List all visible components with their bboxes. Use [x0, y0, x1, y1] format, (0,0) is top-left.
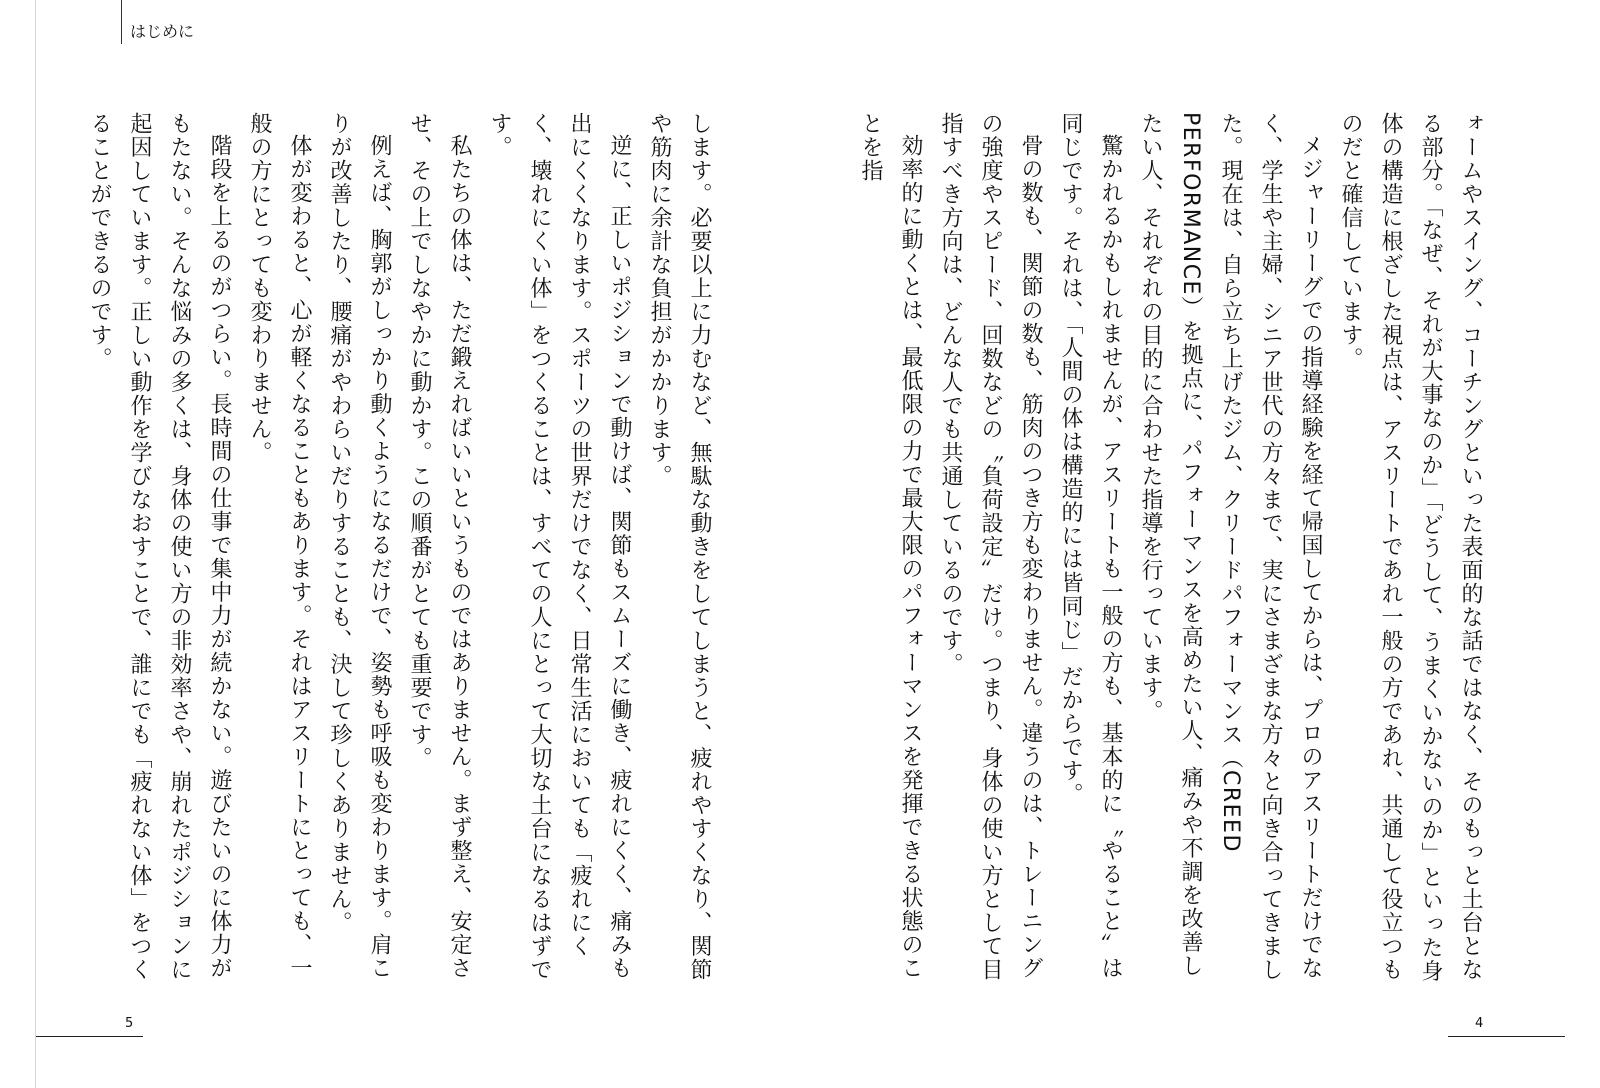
paragraph: メジャーリーグでの指導経験を経て帰国してからは、プロのアスリートだけでなく、学生や主婦、シニア世代の方々まで、実にさまざまな方々と向き合ってきました。現在は、自ら立ち上げたジム、クリードパフォーマンス（CREED PERFORMANCE）を拠点に、パフォーマンスを高めたい人、痛みや不調を改善したい人、それぞれの目的に合わせた指導を行っています。 [1138, 112, 1323, 982]
paragraph: ォームやスイング、コーチングといった表面的な話ではなく、そのもっと土台となる部分。「なぜ、それが大事なのか」「どうして、うまくいかないのか」といった身体の構造に根ざした視点は、アスリートであれ一般の方であれ、共通して役立つものだと確信しています。 [1338, 112, 1483, 983]
page-edge-line [35, 0, 36, 1088]
paragraph: します。必要以上に力むなど、無駄な動きをしてしまうと、疲れやすくなり、関節や筋肉に余計な負担がかかります。 [647, 112, 712, 982]
running-head-title: はじめに [130, 22, 195, 41]
paragraph: 例えば、胸郭がしっかり動くようになるだけで、姿勢も呼吸も変わります。肩こりが改善したり、腰痛がやわらいだりすることも、決して珍しくありません。 [327, 112, 392, 980]
page-number-right: 4 [1475, 1016, 1484, 1031]
page-number-left: 5 [125, 1016, 134, 1031]
paragraph: 効率的に動くとは、最低限の力で最大限のパフォーマンスを発揮できる状態のことを指 [858, 112, 923, 980]
running-head [121, 0, 195, 44]
left-page-body [87, 112, 719, 992]
paragraph: 逆に、正しいポジションで動けば、関節もスムーズに働き、疲れにくく、痛みも出にくくなります。スポーツの世界だけでなく、日常生活においても「疲れにくく、壊れにくい体」をつくることは、すべての人にとって大切な土台になるはずです。 [487, 112, 632, 982]
paragraph: 驚かれるかもしれませんが、アスリートも一般の方も、基本的に〝やること〟は同じです。それは、「人間の体は構造的には皆同じ」だからです。 [1058, 112, 1123, 980]
right-page-body [858, 112, 1490, 992]
paragraph: 私たちの体は、ただ鍛えればいいというものではありません。まず整え、安定させ、その上でしなやかに動かす。この順番がとても重要です。 [407, 112, 472, 980]
paragraph: 体が変わると、心が軽くなることもあります。それはアスリートにとっても、一般の方にとっても変わりません。 [247, 112, 312, 980]
footer-rule-right [1448, 1016, 1565, 1037]
paragraph: 骨の数も、関節の数も、筋肉のつき方も変わりません。違うのは、トレーニングの強度やスピード、回数などの〝負荷設定〟だけ。つまり、身体の使い方として目指すべき方向は、どんな人でも共通しているのです。 [938, 112, 1043, 982]
paragraph: 階段を上るのがつらい。長時間の仕事で集中力が続かない。遊びたいのに体力がもたない。そんな悩みの多くは、身体の使い方の非効率さや、崩れたポジションに起因しています。正しい動作を学びなおすことで、誰にでも「疲れない体」をつくることができるのです。 [87, 112, 232, 982]
